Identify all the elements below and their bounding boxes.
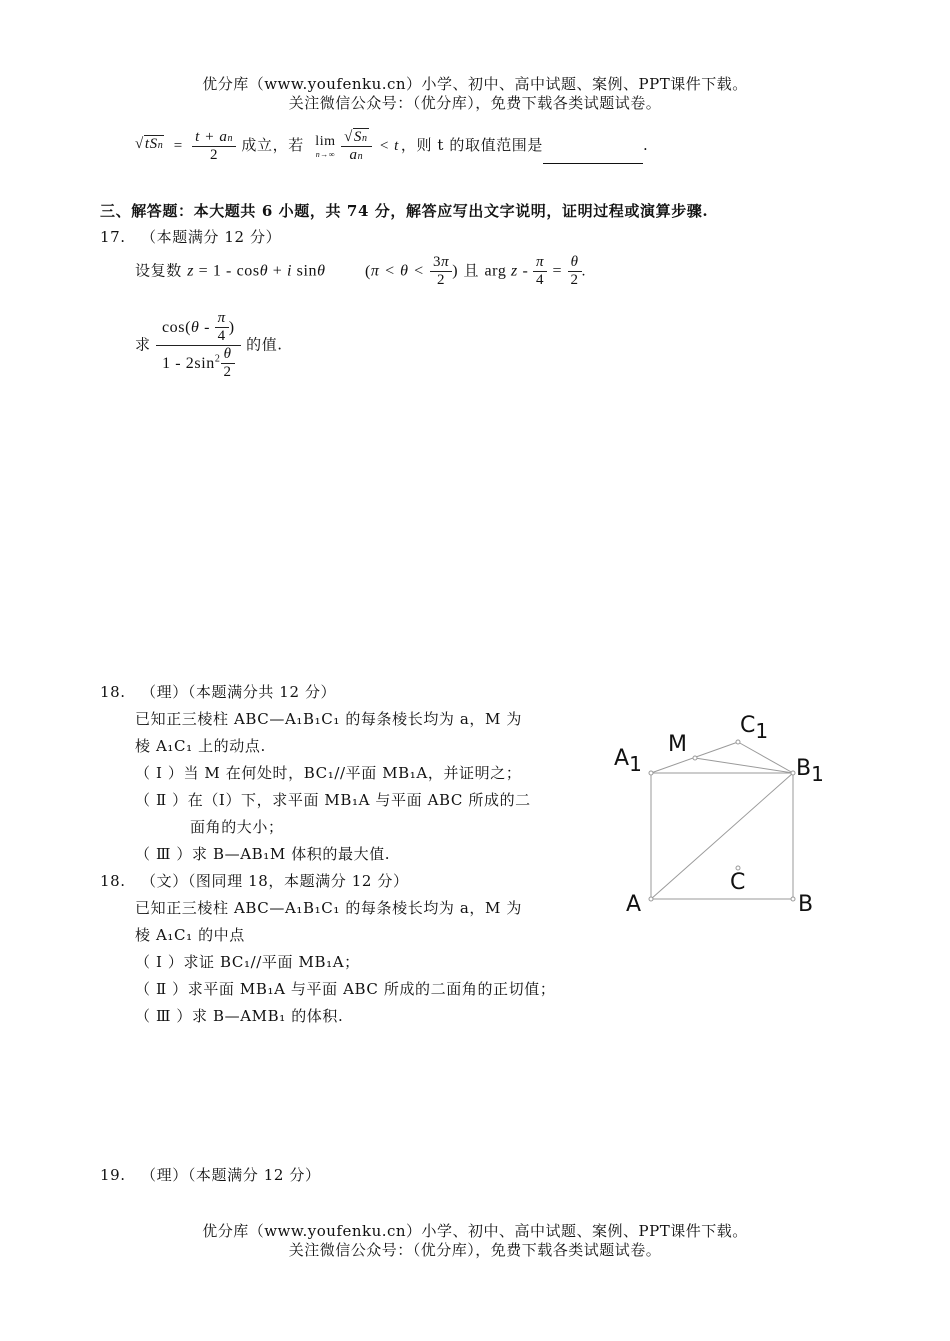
q18-sci-part-2a: （ Ⅱ ）在（Ⅰ）下，求平面 MB₁A 与平面 ABC 所成的二	[135, 791, 531, 809]
q18-sci-header	[100, 681, 336, 702]
fraction-sqrt-sn-over-an: $\frac{√Sn}{an}$	[341, 128, 372, 164]
label-C: C	[730, 870, 746, 895]
edge-M-B1	[695, 758, 793, 773]
point-B	[791, 897, 795, 901]
label-M: M	[668, 732, 687, 757]
q18-sci-stem-2: 棱 A₁C₁ 上的动点.	[135, 737, 266, 755]
edge-A-B1	[651, 773, 793, 899]
limit-symbol: lim n→∞	[315, 133, 336, 159]
q18-arts-part-2: （ Ⅱ ）求平面 MB₁A 与平面 ABC 所成的二面角的正切值；	[135, 980, 556, 998]
q18-arts-part-3: （ Ⅲ ）求 B—AMB₁ 的体积.	[135, 1007, 344, 1025]
fraction-t-plus-an-over-2: $\frac{t + an}{2}$	[192, 129, 236, 164]
q17-and: 且	[463, 261, 480, 280]
q17-score: （本题满分 12 分）	[141, 228, 282, 246]
footer-line-2: 关注微信公众号：（优分库），免费下载各类试题试卷。	[288, 1241, 662, 1259]
q17-condition: 设复数 z = 1 - cosθ + i sinθ (π < θ < $\frac{3\pi}{2}$ ) 且 arg z - $\frac{\pi}{4}$ = $\frac{\theta}{2}$ .	[135, 254, 586, 288]
answer-blank	[543, 149, 643, 164]
q18-sci-number: 18.	[100, 683, 126, 701]
q18-sci-tag: （理）（本题满分共 12 分）	[141, 683, 337, 701]
point-C1	[736, 740, 740, 744]
label-A: A	[626, 892, 642, 917]
q18-arts-tag: （文）（图同理 18，本题满分 12 分）	[141, 872, 409, 890]
text-then: ，则 t 的取值范围是	[400, 136, 544, 154]
q17-header	[100, 226, 281, 247]
sqrt-tSn: √tSn	[135, 136, 164, 152]
q17-number: 17.	[100, 228, 126, 246]
q18-arts-header	[100, 870, 409, 891]
q18-arts-stem-2: 棱 A₁C₁ 的中点	[135, 926, 245, 944]
header-line-2: 关注微信公众号：（优分库），免费下载各类试题试卷。	[288, 94, 662, 112]
q19-header	[100, 1164, 321, 1185]
q18-sci-part-1: （ Ⅰ ）当 M 在何处时，BC₁//平面 MB₁A，并证明之；	[135, 764, 522, 782]
point-M	[693, 756, 697, 760]
q18-arts-part-1: （ Ⅰ ）求证 BC₁//平面 MB₁A；	[135, 953, 360, 971]
point-A1	[649, 771, 653, 775]
q17-intro: 设复数	[135, 261, 182, 280]
q19-tag: （理）（本题满分 12 分）	[141, 1166, 321, 1184]
end-period: .	[643, 136, 649, 154]
label-B1: B1	[796, 756, 824, 786]
footer-line-1: 优分库（www.youfenku.cn）小学、初中、高中试题、案例、PPT课件下载。	[202, 1222, 748, 1240]
q19-number: 19.	[100, 1166, 126, 1184]
label-B: B	[798, 892, 814, 917]
q17-expression: cos(θ - $\frac{\pi}{4}$ ) $1 - 2\sin^2$ $\frac{\theta}{2}$	[156, 310, 241, 381]
label-C1: C1	[740, 713, 769, 743]
q18-sci-part-2b: 面角的大小；	[190, 818, 284, 836]
point-B1	[791, 771, 795, 775]
q18-sci-stem-1: 已知正三棱柱 ABC—A₁B₁C₁ 的每条棱长均为 a，M 为	[135, 710, 522, 728]
point-A	[649, 897, 653, 901]
q18-arts-number: 18.	[100, 872, 126, 890]
q17-question	[135, 310, 283, 381]
fill-in-problem: √tSn = $\frac{t + an}{2}$ 成立，若 lim n→∞ $\frac{√Sn}{an}$ < t ，则 t 的取值范围是 .	[135, 128, 649, 163]
header-line-1: 优分库（www.youfenku.cn）小学、初中、高中试题、案例、PPT课件下载。	[202, 75, 748, 93]
q18-sci-part-3: （ Ⅲ ）求 B—AB₁M 体积的最大值.	[135, 845, 391, 863]
q17-ask: 求	[135, 335, 151, 354]
text-established: 成立，若	[241, 136, 304, 154]
label-A1: A1	[614, 746, 642, 776]
q18-arts-stem-1: 已知正三棱柱 ABC—A₁B₁C₁ 的每条棱长均为 a，M 为	[135, 899, 522, 917]
q17-ask-end: 的值.	[246, 335, 283, 354]
section-3-title: 三、解答题：本大题共 6 小题，共 74 分，解答应写出文字说明，证明过程或演算步骤.	[100, 202, 709, 220]
